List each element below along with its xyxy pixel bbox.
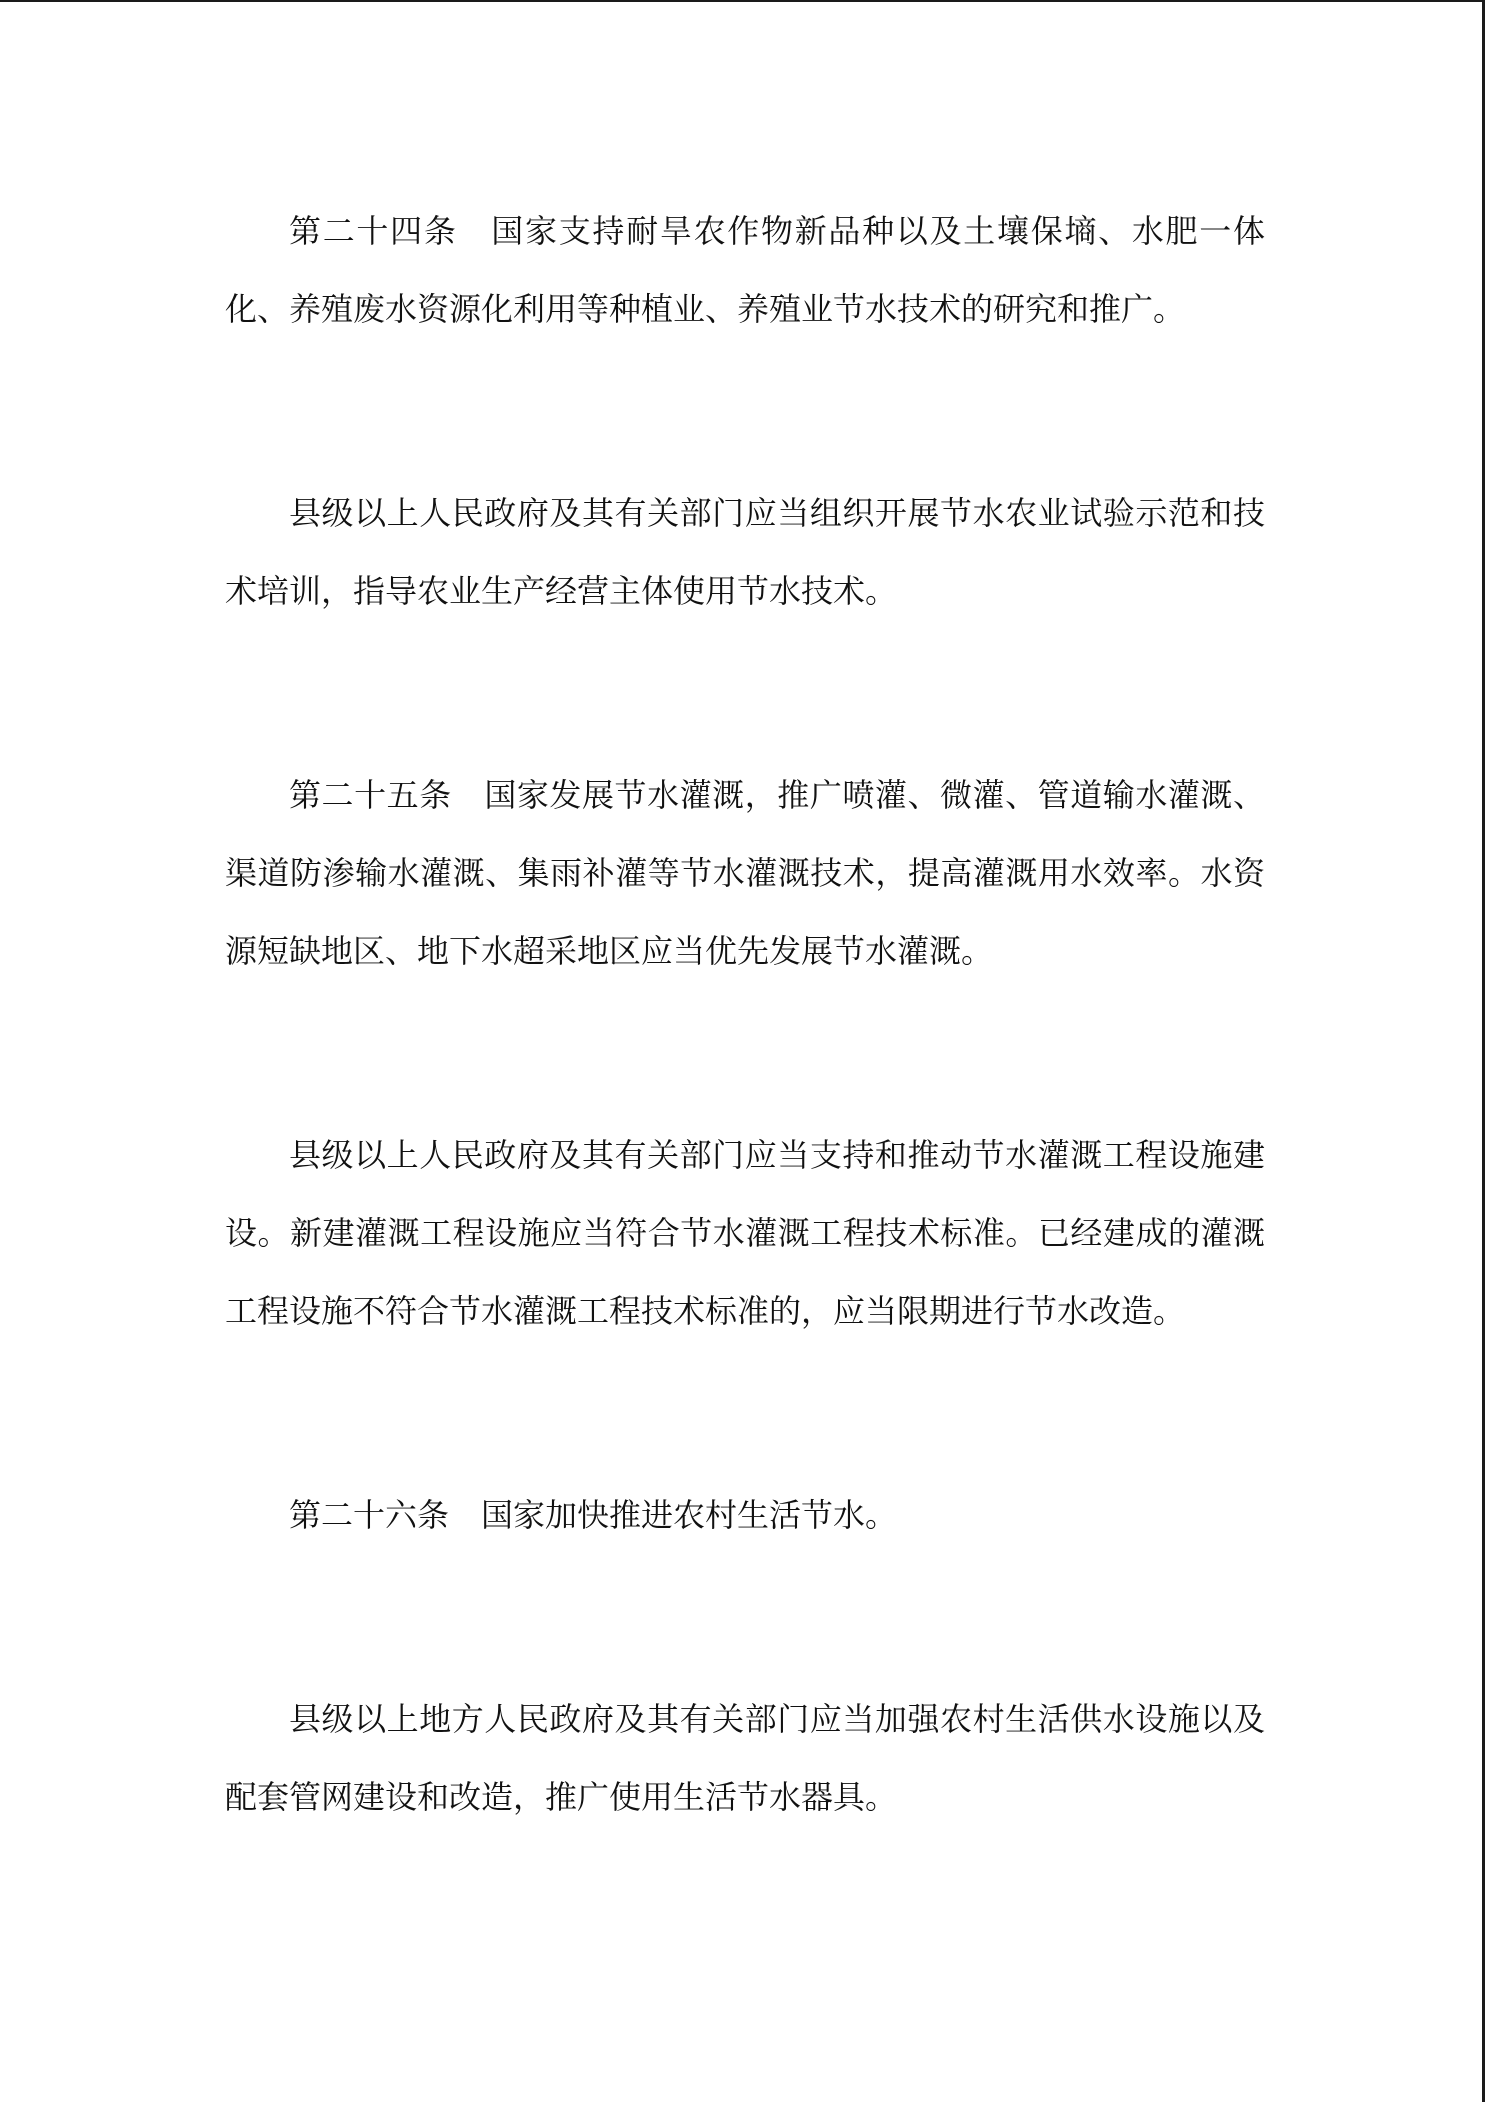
article-number: 第二十六条 bbox=[289, 1496, 450, 1534]
paragraph-text: 县级以上地方人民政府及其有关部门应当加强农村生活供水设施以及配套管网建设和改造，推广使用生活节水器具。 bbox=[225, 1700, 1265, 1816]
paragraph-article-26 bbox=[225, 1476, 1265, 1554]
document-body bbox=[225, 192, 1265, 1836]
paragraph-article-24-clause-2 bbox=[225, 474, 1265, 630]
paragraph-text: 国家发展节水灌溉，推广喷灌、微灌、管道输水灌溉、渠道防渗输水灌溉、集雨补灌等节水灌溉技术，提高灌溉用水效率。水资源短缺地区、地下水超采地区应当优先发展节水灌溉。 bbox=[225, 776, 1265, 970]
paragraph-text: 国家加快推进农村生活节水。 bbox=[481, 1496, 898, 1534]
paragraph-text: 县级以上人民政府及其有关部门应当支持和推动节水灌溉工程设施建设。新建灌溉工程设施应当符合节水灌溉工程技术标准。已经建成的灌溉工程设施不符合节水灌溉工程技术标准的，应当限期进行节水改造。 bbox=[225, 1136, 1265, 1330]
paragraph-article-26-clause-2 bbox=[225, 1680, 1265, 1836]
paragraph-text: 国家支持耐旱农作物新品种以及土壤保墒、水肥一体化、养殖废水资源化利用等种植业、养殖业节水技术的研究和推广。 bbox=[225, 212, 1265, 328]
paragraph-article-24 bbox=[225, 192, 1265, 348]
paragraph-article-25 bbox=[225, 756, 1265, 990]
article-number: 第二十五条 bbox=[289, 776, 452, 814]
paragraph-article-25-clause-2 bbox=[225, 1116, 1265, 1350]
article-number: 第二十四条 bbox=[289, 212, 458, 250]
paragraph-text: 县级以上人民政府及其有关部门应当组织开展节水农业试验示范和技术培训，指导农业生产经营主体使用节水技术。 bbox=[225, 494, 1265, 610]
